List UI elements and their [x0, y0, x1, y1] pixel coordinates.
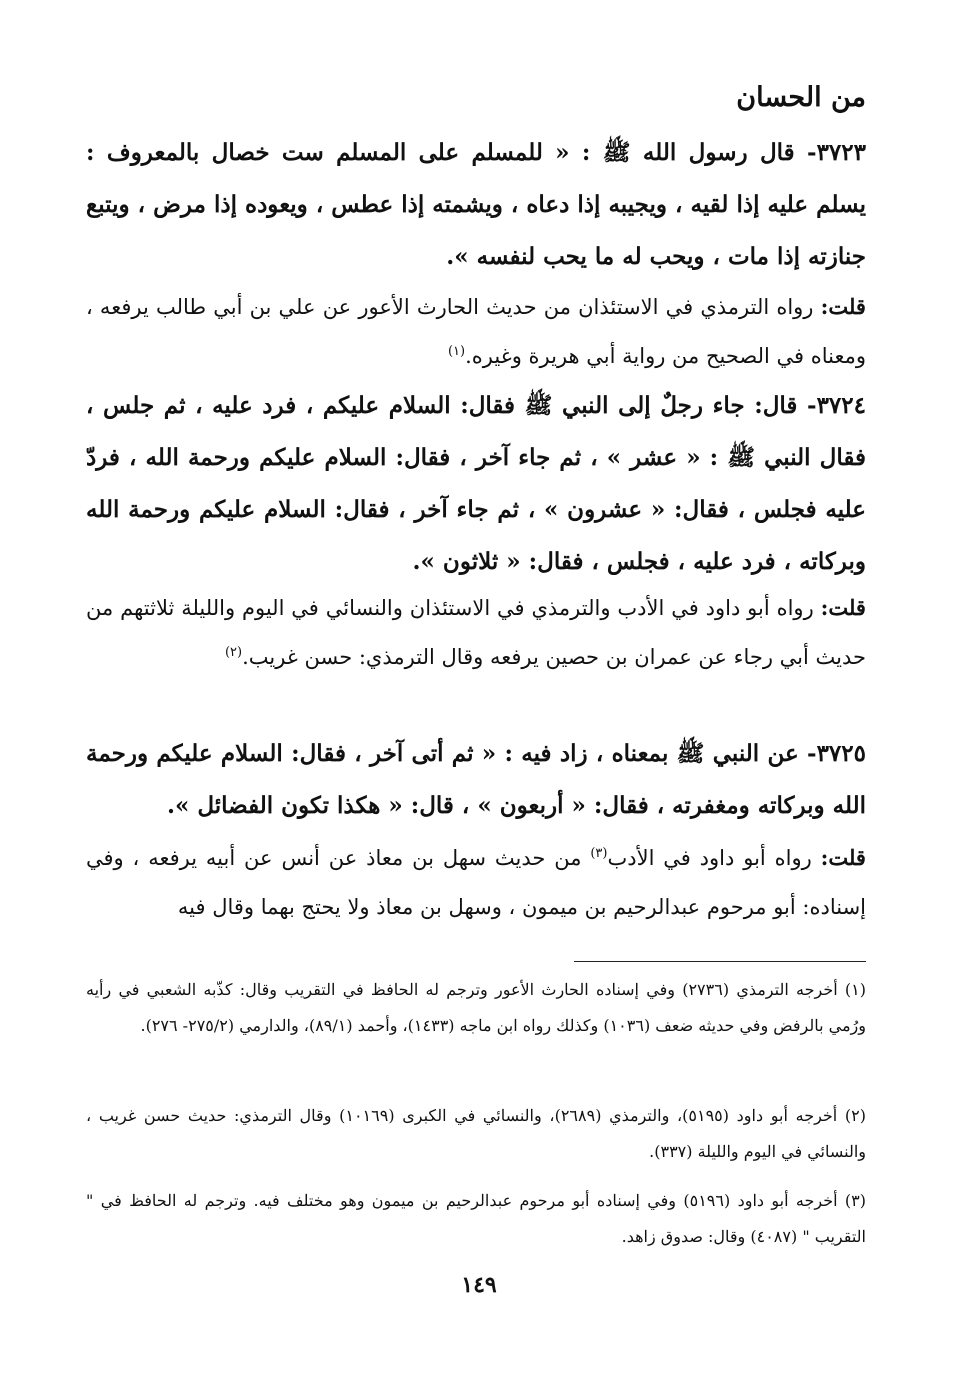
page-number: ١٤٩: [461, 1272, 497, 1298]
comment-lead: قلت:: [820, 845, 866, 870]
comment-text: رواه أبو داود في الأدب والترمذي في الاستئذان والنسائي في اليوم والليلة ثلاثتهم من حديث أبي رجاء عن عمران بن حصين يرفعه وقال الترمذي: حسن غريب.: [86, 596, 866, 669]
footnote-marker-2[interactable]: (٢): [224, 645, 243, 660]
hadith-3724: [86, 380, 866, 588]
footnote-1: (١) أخرجه الترمذي (٢٧٣٦) وفي إسناده الحارث الأعور وترجم له الحافظ في التقريب وقال: كذّبه الشعبي في رأيه ورُمي بالرفض وفي حديثه ضعف (١٠٣٦) وكذلك رواه ابن ماجه (١٤٣٣)، وأحمد (٨٩/١)، والدارمي (٢٧٥/٢- ٢٧٦).: [86, 980, 866, 1035]
comment-lead: قلت:: [820, 595, 866, 620]
footnote-3: (٣) أخرجه أبو داود (٥١٩٦) وفي إسناده أبو مرحوم عبدالرحيم بن ميمون وهو مختلف فيه. وترجم له الحافظ في " التقريب " (٤٠٨٧) وقال: صدوق زاهد.: [86, 1191, 867, 1246]
comment-lead: قلت:: [820, 294, 866, 319]
footnote-divider: [574, 961, 866, 962]
hadith-number: ٣٧٢٣-: [807, 139, 866, 166]
section-heading: من الحسان: [736, 82, 866, 113]
footnote-2: (٢) أخرجه أبو داود (٥١٩٥)، والترمذي (٢٦٨٩)، والنسائي في الكبرى (١٠١٦٩) وقال الترمذي: حديث حسن غريب ، والنسائي في اليوم والليلة (٣٣٧).: [86, 1106, 867, 1161]
comment-text: رواه الترمذي في الاستئذان من حديث الحارث الأعور عن علي بن أبي طالب يرفعه ، ومعناه في الصحيح من رواية أبي هريرة وغيره.: [86, 295, 866, 368]
comment-3723: [86, 282, 866, 381]
footnote-marker-1[interactable]: (١): [447, 344, 466, 359]
hadith-3725: [86, 728, 866, 832]
hadith-3723: [86, 127, 866, 283]
comment-3724: [86, 583, 866, 682]
comment-text-part2: من حديث سهل بن معاذ عن أنس عن أبيه يرفعه ، وفي إسناده: أبو مرحوم عبدالرحيم بن ميمون ، وسهل بن معاذ ولا يحتج بهما وقال فيه: [86, 846, 866, 919]
footnote-marker-3[interactable]: (٣): [590, 846, 608, 861]
hadith-number: ٣٧٢٤-: [807, 392, 866, 419]
comment-text-part1: رواه أبو داود في الأدب: [607, 846, 812, 870]
hadith-text: قال: جاء رجلٌ إلى النبي ﷺ فقال: السلام عليكم ، فرد عليه ، ثم جلس ، فقال النبي ﷺ : « عشر » ، ثم جاء آخر ، فقال: السلام عليكم ورحمة الله ، فردّ عليه فجلس ، فقال: « عشرون » ، ثم جاء آخر ، فقال: السلام عليكم ورحمة الله وبركاته ، فرد عليه ، فجلس ، فقال: « ثلاثون ».: [86, 392, 866, 575]
hadith-number: ٣٧٢٥-: [807, 740, 866, 767]
hadith-text: عن النبي ﷺ بمعناه ، زاد فيه : « ثم أتى آخر ، فقال: السلام عليكم ورحمة الله وبركاته ومغفرته ، فقال: « أربعون » ، قال: « هكذا تكون الفضائل ».: [86, 740, 866, 819]
hadith-text: قال رسول الله ﷺ : « للمسلم على المسلم ست خصال بالمعروف : يسلم عليه إذا لقيه ، ويجيبه إذا دعاه ، ويشمته إذا عطس ، ويعوده إذا مرض ، ويتبع جنازته إذا مات ، ويحب له ما يحب لنفسه ».: [86, 139, 866, 270]
comment-3725: [86, 833, 866, 932]
